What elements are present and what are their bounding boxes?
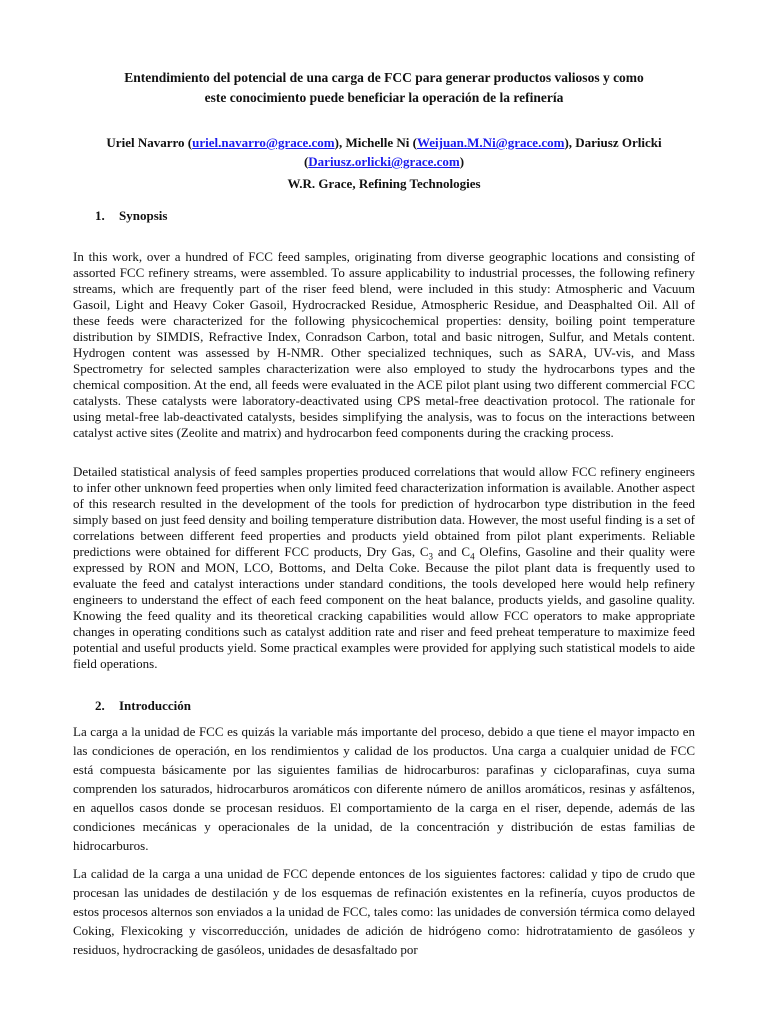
section-number: 2. [95, 698, 105, 713]
author-1-email-link[interactable]: uriel.navarro@grace.com [192, 135, 335, 150]
author-3-paren-close: ) [459, 154, 465, 169]
synopsis-paragraph-1: In this work, over a hundred of FCC feed samples, originating from diverse geographic locations and consisting of assorted FCC refinery streams, were assembled. To assure applicability to industrial processes, the following refinery streams, which are frequently part of the riser feed blend, were included in this study: Atmospheric and Vacuum Gasoil, Light and Heavy Coker Gasoil, Hydrocracked Residue, Atmospheric Residue, and Deasphalted Oil. All of these feeds were characterized for the following physicochemical properties: density, boiling point temperature distribution by SIMDIS, Refractive Index, Conradson Carbon, total and basic nitrogen, Sulfur, and Metals content. Hydrogen content was assessed by H-NMR. Other specialized techniques, such as SARA, UV-vis, and Mass Spectrometry for selected samples characterization were also employed to study the hydrocarbons types and the chemical composition. At the end, all feeds were evaluated in the ACE pilot plant using two different commercial FCC catalysts. These catalysts were laboratory-deactivated using CPS metal-free deactivation protocol. The rationale for using metal-free lab-deactivated catalysts, besides simplifying the analysis, was to focus on the interactions between catalyst active sites (Zeolite and matrix) and hydrocarbon feed components during the cracking process. [73, 249, 695, 440]
author-2-email-link[interactable]: Weijuan.M.Ni@grace.com [416, 135, 565, 150]
section-heading-introduccion [95, 698, 191, 714]
author-3-email-link[interactable]: Dariusz.orlicki@grace.com [308, 154, 460, 169]
paper-title-line-2: este conocimiento puede beneficiar la operación de la refinería [204, 90, 564, 105]
text-run: and C [433, 544, 471, 559]
paper-title [60, 68, 708, 108]
subscript: 4 [470, 551, 475, 562]
author-2-name: ), Michelle Ni ( [334, 135, 417, 150]
section-title: Synopsis [119, 208, 168, 223]
text-run: Olefins, Gasoline and their quality were expressed by RON and MON, LCO, Bottoms, and Delta Coke. Because the pilot plant data is frequently used to evaluate the feed and catalyst interactions under standard conditions, the tools developed here would help refinery engineers to understand the effect of each feed component on the heat balance, products yields, and gasoline quality. Knowing the feed quality and its theoretical cracking capabilities would allow FCC operators to make appropriate changes in operating conditions such as catalyst addition rate and riser and feed preheat temperature to maximize feed potential and useful products yield. Some practical examples were provided for applying such statistical models to aide field operations. [73, 544, 695, 671]
text-run: Detailed statistical analysis of feed samples properties produced correlations that would allow FCC refinery engineers to infer other unknown feed properties when only limited feed characterization information is available. Another aspect of this research resulted in the development of the tools for prediction of hydrocarbon type distribution in the feed simply based on just feed density and boiling temperature distribution data. However, the most useful finding is a set of correlations between different feed properties and products yield obtained from pilot plant experiments. Reliable predictions were obtained for different FCC products, Dry Gas, C [73, 464, 695, 559]
synopsis-paragraph-2 [73, 464, 695, 672]
section-heading-synopsis [95, 208, 167, 224]
author-3-paren-open: ( [303, 154, 309, 169]
section-title: Introducción [119, 698, 191, 713]
author-1-name: Uriel Navarro ( [106, 135, 193, 150]
author-list [60, 133, 708, 171]
intro-paragraph-2: La calidad de la carga a una unidad de FCC depende entonces de los siguientes factores: calidad y tipo de crudo que procesan las unidades de destilación y de los esquemas de refinación existentes en la refinería, cuyos productos de estos procesos alternos son enviados a la unidad de FCC, tales como: las unidades de conversión térmica como delayed Coking, Flexicoking y viscorreducción, unidades de adición de hidrógeno como: hidrotratamiento de gasóleos y residuos, hydrocracking de gasóleos, unidades de desasfaltado por [73, 866, 695, 957]
affiliation: W.R. Grace, Refining Technologies [287, 176, 481, 191]
author-3-name: ), Dariusz Orlicki [564, 135, 662, 150]
paper-title-line-1: Entendimiento del potencial de una carga de FCC para generar productos valiosos y como [124, 70, 644, 85]
section-number: 1. [95, 208, 105, 223]
intro-paragraph-1: La carga a la unidad de FCC es quizás la variable más importante del proceso, debido a que tiene el mayor impacto en las condiciones de operación, en los rendimientos y calidad de los productos. Una carga a cualquier unidad de FCC está compuesta básicamente por las siguientes familias de hidrocarburos: parafinas y cicloparafinas, cuya suma comprenden los saturados, hidrocarburos aromáticos con diferente número de anillos aromáticos, resinas y asfáltenos, en aquellos casos donde se procesan residuos. El comportamiento de la carga en el riser, depende, además de las condiciones mecánicas y operacionales de la unidad, de la concentración y distribución de estas familias de hidrocarburos. [73, 724, 695, 853]
subscript: 3 [428, 551, 434, 562]
